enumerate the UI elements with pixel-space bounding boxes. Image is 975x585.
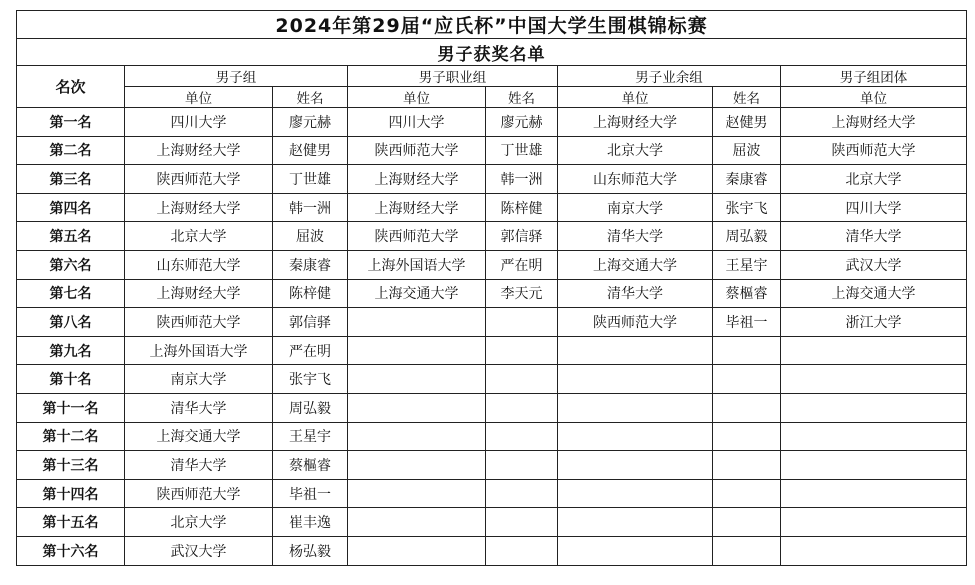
amateur-name-cell: 赵健男 — [713, 108, 781, 137]
men-unit-cell: 上海财经大学 — [125, 136, 273, 165]
table-row — [17, 336, 967, 365]
pro-unit-cell: 陕西师范大学 — [348, 222, 486, 251]
pro-unit-cell — [348, 336, 486, 365]
amateur-name-cell — [713, 508, 781, 537]
men-unit-cell: 山东师范大学 — [125, 250, 273, 279]
table-row — [17, 536, 967, 565]
men-name-cell: 韩一洲 — [273, 193, 348, 222]
table-row — [17, 279, 967, 308]
amateur-name-cell — [713, 536, 781, 565]
pro-unit-cell: 四川大学 — [348, 108, 486, 137]
pro-name-cell: 李天元 — [486, 279, 558, 308]
men-name-cell: 秦康睿 — [273, 250, 348, 279]
amateur-unit-cell — [558, 336, 713, 365]
amateur-unit-cell — [558, 536, 713, 565]
team-unit-cell: 上海财经大学 — [781, 108, 967, 137]
pro-unit-cell — [348, 393, 486, 422]
men-name-cell: 丁世雄 — [273, 165, 348, 194]
amateur-unit-cell: 上海财经大学 — [558, 108, 713, 137]
amateur-name-cell: 张宇飞 — [713, 193, 781, 222]
name-header: 姓名 — [713, 87, 781, 108]
pro-name-cell: 丁世雄 — [486, 136, 558, 165]
men-name-cell: 廖元赫 — [273, 108, 348, 137]
men-name-cell: 王星宇 — [273, 422, 348, 451]
amateur-unit-cell: 陕西师范大学 — [558, 308, 713, 337]
men-name-cell: 赵健男 — [273, 136, 348, 165]
award-table — [16, 10, 967, 566]
amateur-name-cell — [713, 422, 781, 451]
pro-unit-cell — [348, 536, 486, 565]
pro-name-cell — [486, 422, 558, 451]
table-row — [17, 393, 967, 422]
team-unit-cell: 四川大学 — [781, 193, 967, 222]
men-name-cell: 郭信驿 — [273, 308, 348, 337]
amateur-unit-cell — [558, 479, 713, 508]
men-unit-cell: 北京大学 — [125, 508, 273, 537]
men-unit-cell: 上海外国语大学 — [125, 336, 273, 365]
team-unit-cell: 清华大学 — [781, 222, 967, 251]
men-name-cell: 陈梓健 — [273, 279, 348, 308]
amateur-unit-cell — [558, 393, 713, 422]
table-row — [17, 222, 967, 251]
men-unit-cell: 清华大学 — [125, 393, 273, 422]
amateur-unit-cell: 清华大学 — [558, 279, 713, 308]
table-row — [17, 508, 967, 537]
rank-header: 名次 — [17, 66, 125, 108]
men-name-cell: 周弘毅 — [273, 393, 348, 422]
men-unit-cell: 陕西师范大学 — [125, 308, 273, 337]
pro-unit-cell: 陕西师范大学 — [348, 136, 486, 165]
name-header: 姓名 — [486, 87, 558, 108]
team-unit-cell: 陕西师范大学 — [781, 136, 967, 165]
amateur-unit-cell — [558, 365, 713, 394]
rank-cell: 第六名 — [17, 250, 125, 279]
amateur-name-cell — [713, 451, 781, 480]
pro-name-cell: 廖元赫 — [486, 108, 558, 137]
group-header-row — [17, 66, 967, 87]
rank-cell: 第二名 — [17, 136, 125, 165]
amateur-name-cell: 蔡樞睿 — [713, 279, 781, 308]
pro-unit-cell: 上海财经大学 — [348, 193, 486, 222]
amateur-unit-cell — [558, 508, 713, 537]
team-unit-cell: 浙江大学 — [781, 308, 967, 337]
amateur-unit-cell: 山东师范大学 — [558, 165, 713, 194]
rank-cell: 第八名 — [17, 308, 125, 337]
table-row — [17, 193, 967, 222]
document-title: 2024年第29届“应氏杯”中国大学生围棋锦标赛 — [17, 11, 967, 39]
rank-cell: 第十四名 — [17, 479, 125, 508]
team-unit-cell — [781, 536, 967, 565]
pro-name-cell: 韩一洲 — [486, 165, 558, 194]
team-unit-cell — [781, 365, 967, 394]
men-unit-cell: 上海交通大学 — [125, 422, 273, 451]
team-unit-cell — [781, 508, 967, 537]
team-unit-cell — [781, 422, 967, 451]
amateur-name-cell: 周弘毅 — [713, 222, 781, 251]
amateur-name-cell: 毕祖一 — [713, 308, 781, 337]
pro-name-cell — [486, 365, 558, 394]
pro-unit-cell — [348, 365, 486, 394]
pro-name-cell: 郭信驿 — [486, 222, 558, 251]
men-unit-cell: 北京大学 — [125, 222, 273, 251]
men-unit-cell: 陕西师范大学 — [125, 165, 273, 194]
amateur-name-cell — [713, 393, 781, 422]
men-unit-cell: 四川大学 — [125, 108, 273, 137]
amateur-name-cell — [713, 336, 781, 365]
team-unit-cell: 武汉大学 — [781, 250, 967, 279]
pro-unit-cell: 上海外国语大学 — [348, 250, 486, 279]
amateur-name-cell — [713, 365, 781, 394]
amateur-name-cell — [713, 479, 781, 508]
team-unit-cell — [781, 451, 967, 480]
rank-cell: 第七名 — [17, 279, 125, 308]
men-name-cell: 屈波 — [273, 222, 348, 251]
men-name-cell: 崔丰逸 — [273, 508, 348, 537]
men-unit-cell: 武汉大学 — [125, 536, 273, 565]
pro-group-header: 男子职业组 — [348, 66, 558, 87]
pro-unit-cell: 上海财经大学 — [348, 165, 486, 194]
amateur-unit-cell — [558, 451, 713, 480]
rank-cell: 第十二名 — [17, 422, 125, 451]
men-unit-cell: 清华大学 — [125, 451, 273, 480]
team-unit-cell — [781, 479, 967, 508]
amateur-unit-cell: 南京大学 — [558, 193, 713, 222]
pro-name-cell — [486, 393, 558, 422]
team-unit-cell — [781, 393, 967, 422]
table-row — [17, 365, 967, 394]
pro-name-cell — [486, 336, 558, 365]
pro-unit-cell — [348, 479, 486, 508]
team-unit-cell: 上海交通大学 — [781, 279, 967, 308]
team-unit-cell: 北京大学 — [781, 165, 967, 194]
subtitle-row — [17, 39, 967, 66]
name-header: 姓名 — [273, 87, 348, 108]
men-name-cell: 毕祖一 — [273, 479, 348, 508]
amateur-name-cell: 秦康睿 — [713, 165, 781, 194]
pro-unit-cell — [348, 422, 486, 451]
title-row — [17, 11, 967, 39]
pro-name-cell — [486, 479, 558, 508]
rank-cell: 第五名 — [17, 222, 125, 251]
men-name-cell: 蔡樞睿 — [273, 451, 348, 480]
rank-cell: 第十三名 — [17, 451, 125, 480]
pro-name-cell — [486, 508, 558, 537]
amateur-unit-cell — [558, 422, 713, 451]
men-name-cell: 杨弘毅 — [273, 536, 348, 565]
men-unit-cell: 上海财经大学 — [125, 279, 273, 308]
rank-cell: 第十名 — [17, 365, 125, 394]
table-row — [17, 108, 967, 137]
table-row — [17, 308, 967, 337]
column-header-row — [17, 87, 967, 108]
pro-unit-cell — [348, 508, 486, 537]
table-row — [17, 451, 967, 480]
rank-cell: 第四名 — [17, 193, 125, 222]
document-subtitle: 男子获奖名单 — [17, 39, 967, 66]
unit-header: 单位 — [558, 87, 713, 108]
table-row — [17, 136, 967, 165]
rank-cell: 第十六名 — [17, 536, 125, 565]
men-name-cell: 严在明 — [273, 336, 348, 365]
table-row — [17, 165, 967, 194]
table-row — [17, 479, 967, 508]
table-row — [17, 250, 967, 279]
amateur-unit-cell: 清华大学 — [558, 222, 713, 251]
pro-name-cell — [486, 536, 558, 565]
rank-cell: 第十一名 — [17, 393, 125, 422]
rank-cell: 第一名 — [17, 108, 125, 137]
men-group-header: 男子组 — [125, 66, 348, 87]
rank-cell: 第十五名 — [17, 508, 125, 537]
men-unit-cell: 上海财经大学 — [125, 193, 273, 222]
pro-unit-cell: 上海交通大学 — [348, 279, 486, 308]
amateur-name-cell: 屈波 — [713, 136, 781, 165]
team-group-header: 男子组团体 — [781, 66, 967, 87]
amateur-name-cell: 王星宇 — [713, 250, 781, 279]
unit-header: 单位 — [781, 87, 967, 108]
pro-name-cell: 严在明 — [486, 250, 558, 279]
rank-cell: 第九名 — [17, 336, 125, 365]
pro-name-cell: 陈梓健 — [486, 193, 558, 222]
amateur-unit-cell: 北京大学 — [558, 136, 713, 165]
rank-cell: 第三名 — [17, 165, 125, 194]
pro-unit-cell — [348, 451, 486, 480]
unit-header: 单位 — [348, 87, 486, 108]
pro-name-cell — [486, 308, 558, 337]
men-name-cell: 张宇飞 — [273, 365, 348, 394]
table-row — [17, 422, 967, 451]
unit-header: 单位 — [125, 87, 273, 108]
pro-unit-cell — [348, 308, 486, 337]
men-unit-cell: 南京大学 — [125, 365, 273, 394]
team-unit-cell — [781, 336, 967, 365]
pro-name-cell — [486, 451, 558, 480]
men-unit-cell: 陕西师范大学 — [125, 479, 273, 508]
amateur-group-header: 男子业余组 — [558, 66, 781, 87]
amateur-unit-cell: 上海交通大学 — [558, 250, 713, 279]
